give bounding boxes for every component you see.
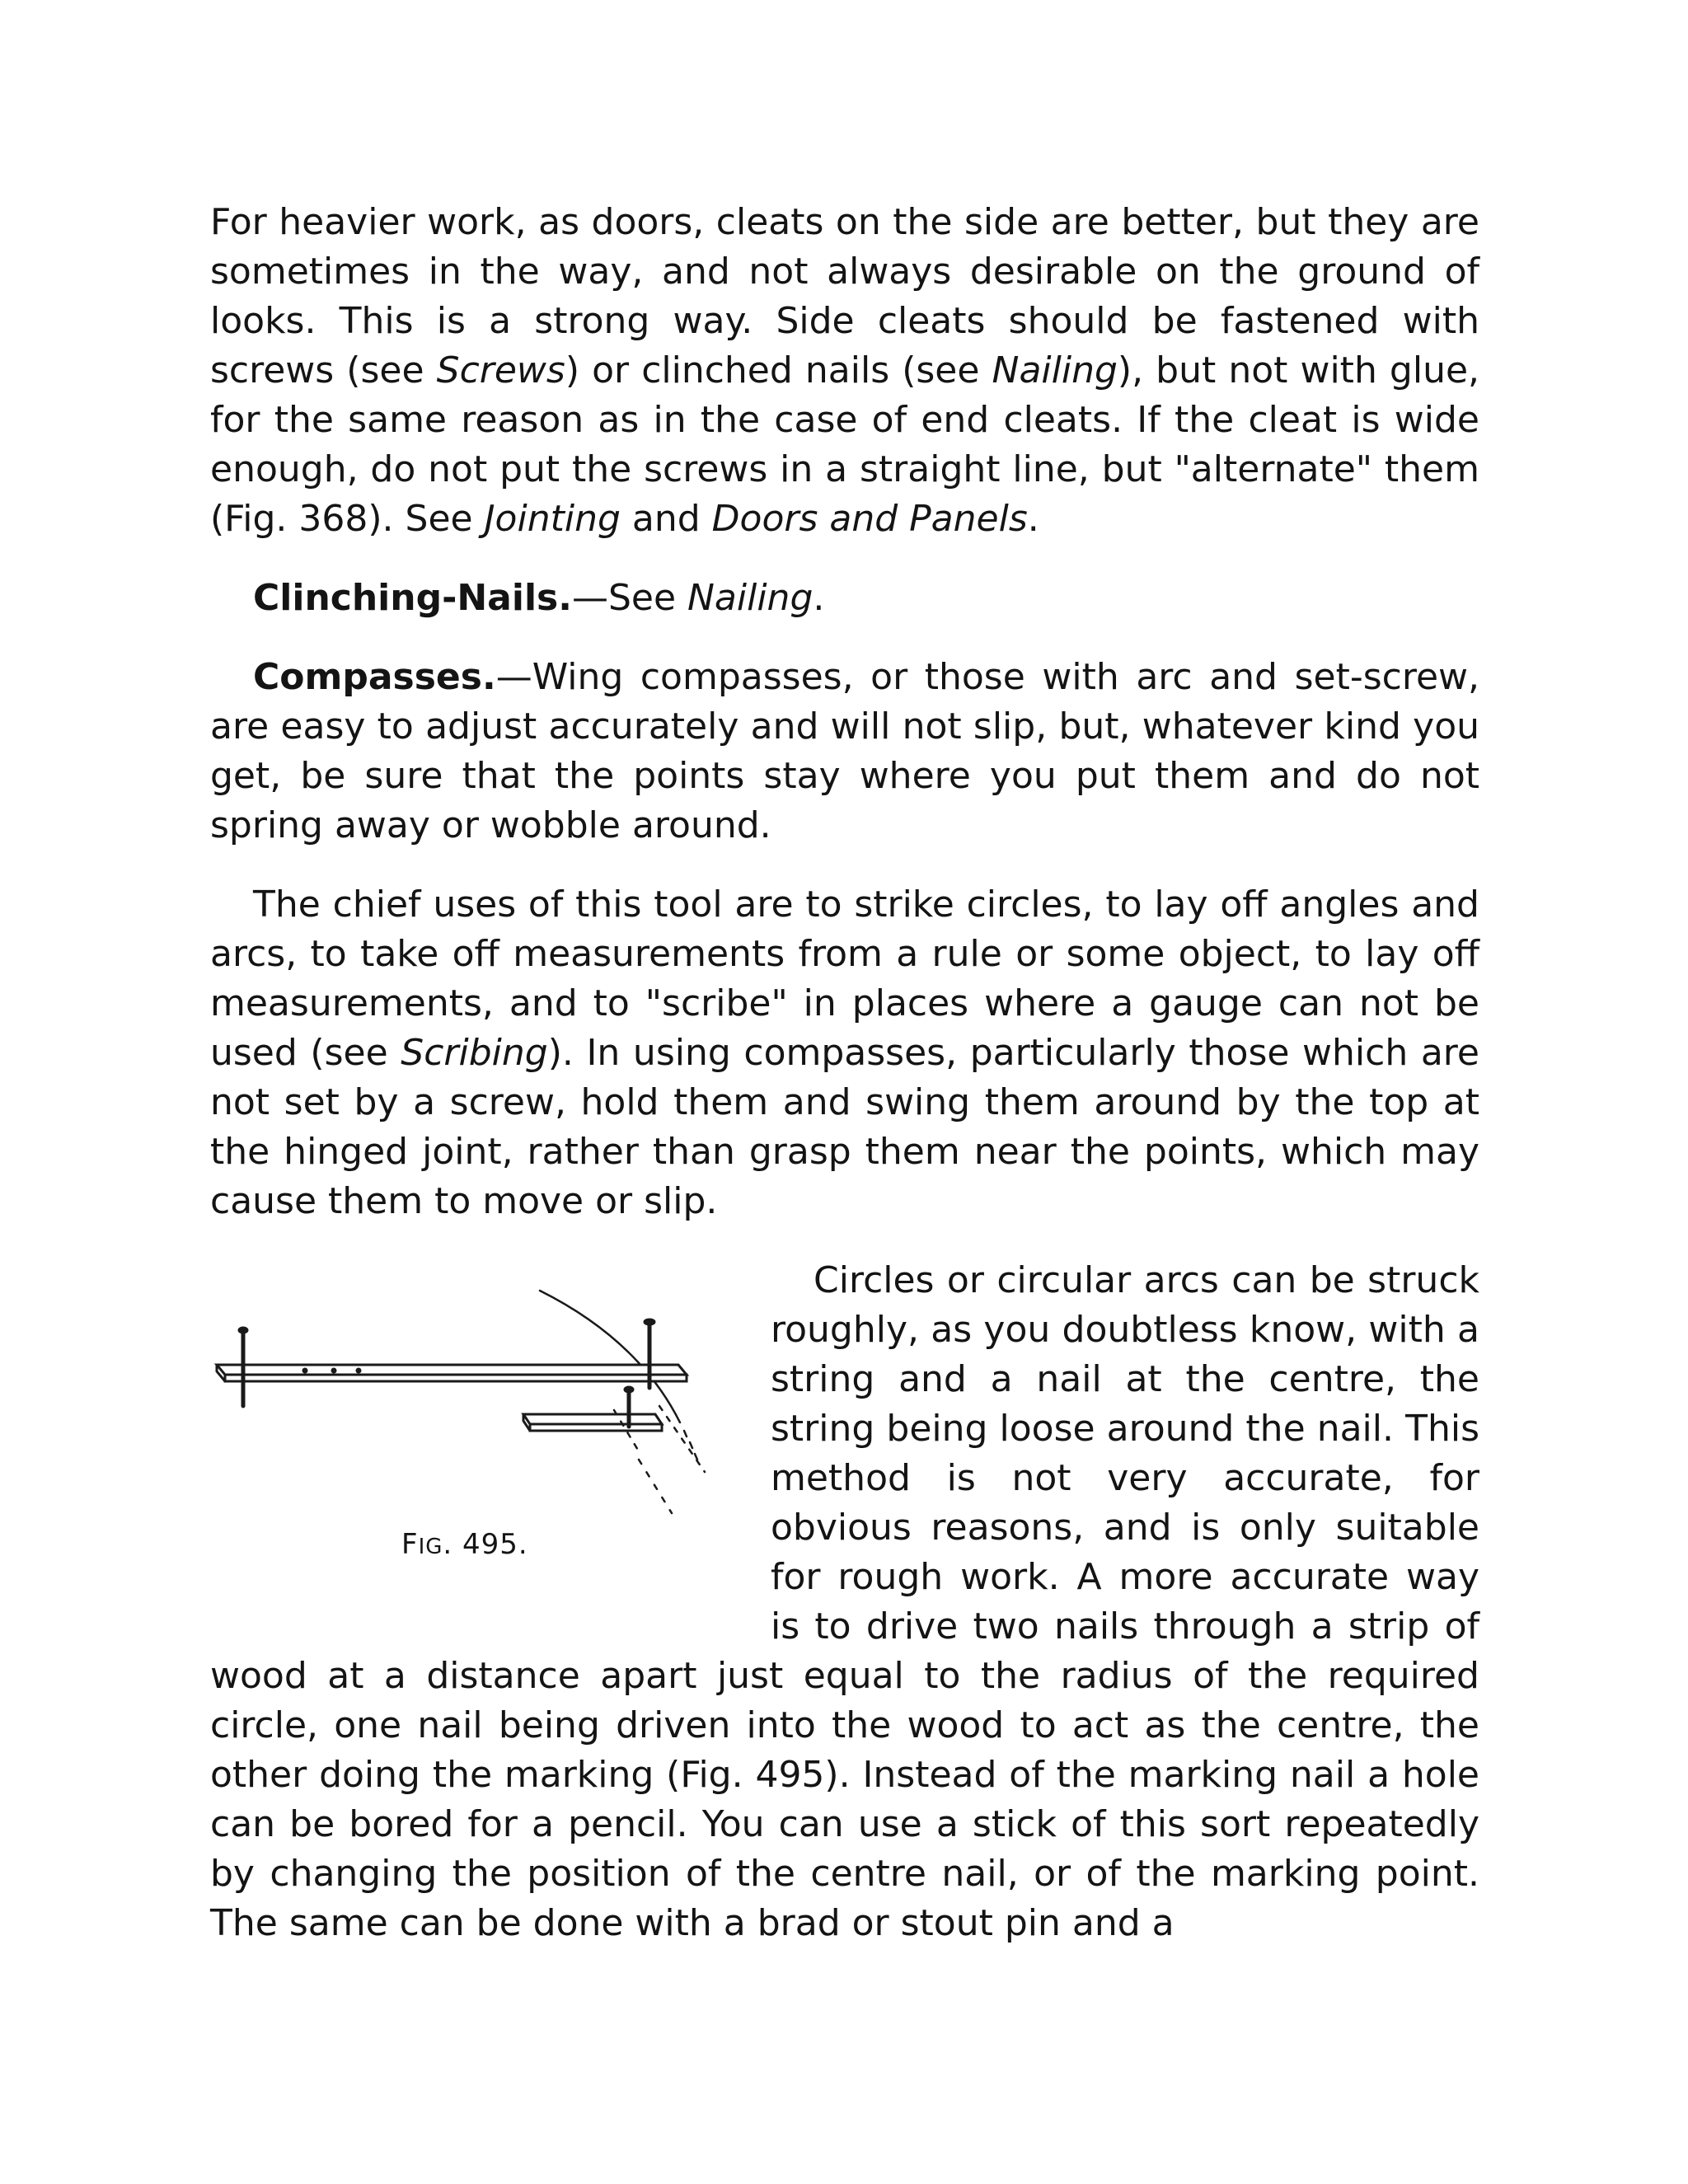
entry-heading: Clinching-Nails. bbox=[253, 577, 572, 619]
text-run: —See bbox=[571, 577, 687, 619]
cross-reference-screws: Screws bbox=[436, 349, 565, 391]
compass-stick-illustration bbox=[210, 1266, 738, 1530]
arc-line bbox=[540, 1291, 680, 1422]
paragraph-side-cleats bbox=[210, 198, 1479, 544]
entry-heading: Compasses. bbox=[253, 656, 496, 698]
long-strip-top bbox=[217, 1365, 687, 1375]
entry-clinching-nails bbox=[210, 574, 1479, 623]
cross-reference-doors-and-panels: Doors and Panels bbox=[711, 498, 1028, 540]
entry-compasses bbox=[210, 653, 1479, 851]
text-run: . bbox=[813, 577, 825, 619]
cross-reference-nailing: Nailing bbox=[687, 577, 814, 619]
text-run: ). In using compasses, particularly those which are not set by a screw, hold them and swing them around by the top at the hinged joint, rather than grasp them near the points, which may cause them to move or slip. bbox=[210, 1032, 1480, 1222]
paragraph-compasses-uses bbox=[210, 880, 1479, 1226]
text-run: The chief uses of this tool are to strike circles, to lay off angles and arcs, to take off measurements from a rule or some object, to lay off measurements, and to "scribe" in places where a gauge can not be used (see bbox=[210, 883, 1479, 1074]
short-strip-top bbox=[523, 1414, 662, 1424]
text-run: —Wing compasses, or those with arc and set-screw, are easy to adjust accurately and will not slip, but, whatever kind you get, be sure that the points stay where you put them and do not spring away or wobble around. bbox=[210, 656, 1479, 846]
text-run: For heavier work, as doors, cleats on the side are better, but they are sometimes in the way, and not always desirable on the ground of looks. This is a strong way. Side cleats should be fastened with screws (see bbox=[210, 201, 1479, 391]
text-run: and bbox=[620, 498, 712, 540]
page-body bbox=[210, 198, 1479, 1978]
text-run: . bbox=[1027, 498, 1039, 540]
text-run: Circles or circular arcs can be struck roughly, as you doubtless know, with a string and a nail at the centre, the string being loose around the nail. This method is not very accurate, for obvious reasons, and is only suitable for rough work. A more accurate way is to drive two nails through a strip of wood at a distance apart just equal to the radius of the required circle, one nail being driven into the wood to act as the centre, the other doing the marking (Fig. 495). Instead of the marking nail a hole can be bored for a pencil. You can use a stick of this sort repeatedly by changing the position of the centre nail, or of the marking point. The same can be done with a brad or stout pin and a bbox=[210, 1259, 1479, 1944]
text-run: ), but not with glue, for the same reason as in the case of end cleats. If the cleat is wide enough, do not put the screws in a straight line, but "alternate" them (Fig. 368). See bbox=[210, 349, 1480, 540]
cross-reference-nailing: Nailing bbox=[992, 349, 1118, 391]
cross-reference-jointing: Jointing bbox=[484, 498, 621, 540]
figure-caption: FIG. 495. bbox=[401, 1528, 528, 1561]
figure-495 bbox=[210, 1256, 738, 1619]
arc-dashes bbox=[684, 1431, 697, 1460]
text-run: ) or clinched nails (see bbox=[565, 349, 992, 391]
cross-reference-scribing: Scribing bbox=[401, 1032, 548, 1074]
long-strip-side bbox=[225, 1375, 687, 1381]
